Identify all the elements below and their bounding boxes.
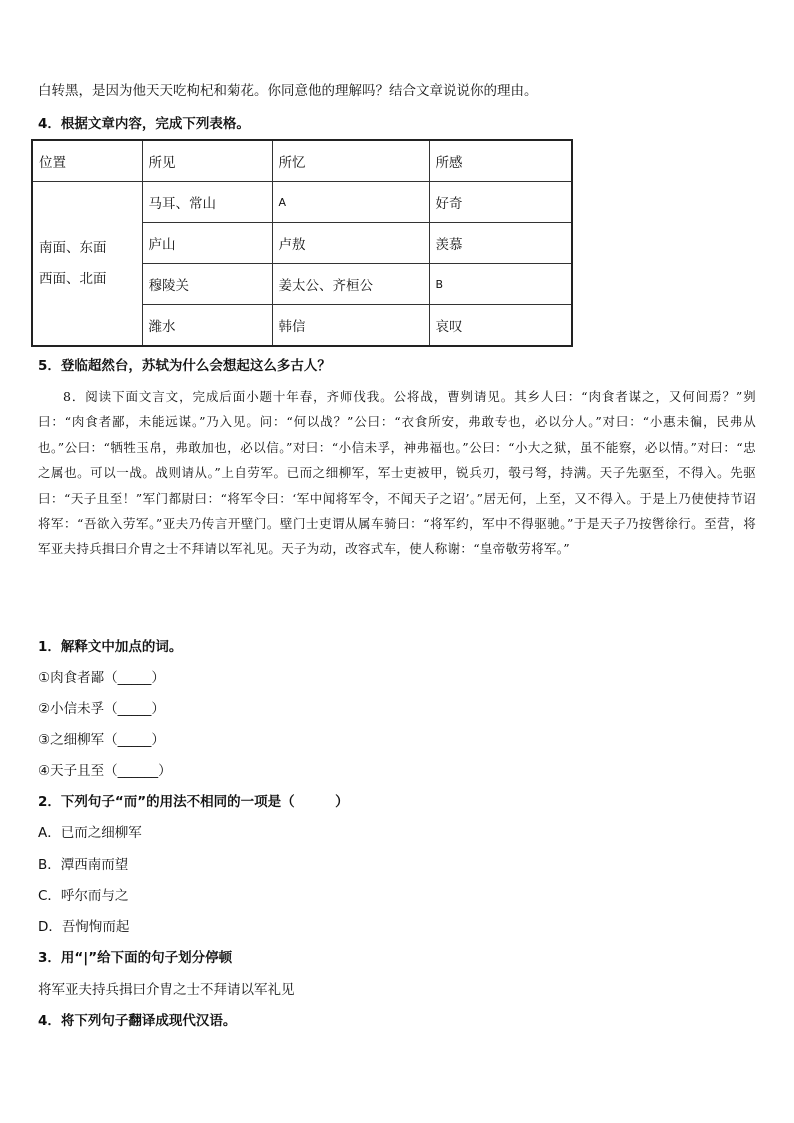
pause-sentence: 将军亚夫持兵揖曰介胄之士不拜请以军礼见 [38, 982, 295, 998]
word-item-1: ①肉食者鄙（_____） [38, 670, 165, 686]
table-header-cell: 位置 [32, 140, 142, 182]
table-header-cell: 所感 [429, 140, 572, 182]
word-item-2: ②小信未孚（_____） [38, 701, 165, 717]
table-cell: 羡慕 [429, 223, 572, 264]
table-cell: 卢敖 [272, 223, 429, 264]
question-5: 5．登临超然台，苏轼为什么会想起这么多古人？ [38, 358, 331, 374]
option-c: C．呼尔而与之 [38, 888, 129, 904]
table-row [32, 182, 572, 223]
table-cell: 哀叹 [429, 305, 572, 347]
word-item-3: ③之细柳军（_____） [38, 732, 165, 748]
passage-text: 8．阅读下面文言文，完成后面小题十年春，齐师伐我。公将战，曹刿请见。其乡人曰：“肉食者谋之，又何间焉？”刿曰：“肉食者鄙，未能远谋。”乃入见。问：“何以战？”公曰：“衣食所安，弗敢专也，必以分人。”对曰：“小惠未徧，民弗从也。”公曰：“牺牲玉帛，弗敢加也，必以信。”对曰：“小信未孚，神弗福也。”公曰：“小大之狱，虽不能察，必以情。”对曰：“忠之属也。可以一战。战则请从。”上自劳军。已而之细柳军，军士吏被甲，锐兵刃，彀弓弩，持满。天子先驱至，不得入。先驱曰：“天子且至！”军门都尉曰：“将军令曰：‘军中闻将军令，不闻天子之诏’。”居无何，上至，又不得入。于是上乃使使持节诏将军：“吾欲入劳军。”亚夫乃传言开壁门。壁门士吏谓从属车骑曰：“将军约，军中不得驱驰。”于是天子乃按辔徐行。至营，将军亚夫持兵揖曰介胄之士不拜请以军礼见。天子为动，改容式车，使人称谢：“皇帝敬劳将军。” [38, 389, 756, 557]
location-cell [32, 182, 142, 347]
scenery-table [31, 139, 573, 347]
table-cell: 好奇 [429, 182, 572, 223]
table-cell: 潍水 [142, 305, 272, 347]
table-header-cell: 所忆 [272, 140, 429, 182]
classical-passage [38, 384, 756, 562]
location-line-2: 西面、北面 [39, 270, 107, 287]
word-item-4: ④天子且至（______） [38, 763, 172, 779]
table-cell-blank-a: A [272, 182, 429, 223]
option-d: D．吾恂恂而起 [38, 919, 130, 935]
table-cell: 庐山 [142, 223, 272, 264]
option-b: B．潭西南而望 [38, 857, 129, 873]
option-a: A．已而之细柳军 [38, 825, 142, 841]
table-cell: 穆陵关 [142, 264, 272, 305]
table-header-row [32, 140, 572, 182]
location-line-1: 南面、东面 [39, 239, 107, 256]
sub-question-2: 2．下列句子“而”的用法不相同的一项是（ ） [38, 794, 349, 810]
table-header-cell: 所见 [142, 140, 272, 182]
table-cell-blank-b: B [429, 264, 572, 305]
table-cell: 韩信 [272, 305, 429, 347]
table-cell: 姜太公、齐桓公 [272, 264, 429, 305]
table-cell: 马耳、常山 [142, 182, 272, 223]
question-4-table-prompt: 4．根据文章内容，完成下列表格。 [38, 116, 250, 132]
intro-line: 白转黑，是因为他天天吃枸杞和菊花。你同意他的理解吗？结合文章说说你的理由。 [38, 83, 538, 99]
sub-question-1: 1．解释文中加点的词。 [38, 639, 183, 655]
sub-question-4: 4．将下列句子翻译成现代汉语。 [38, 1013, 237, 1029]
sub-question-3: 3．用“|”给下面的句子划分停顿 [38, 950, 233, 966]
